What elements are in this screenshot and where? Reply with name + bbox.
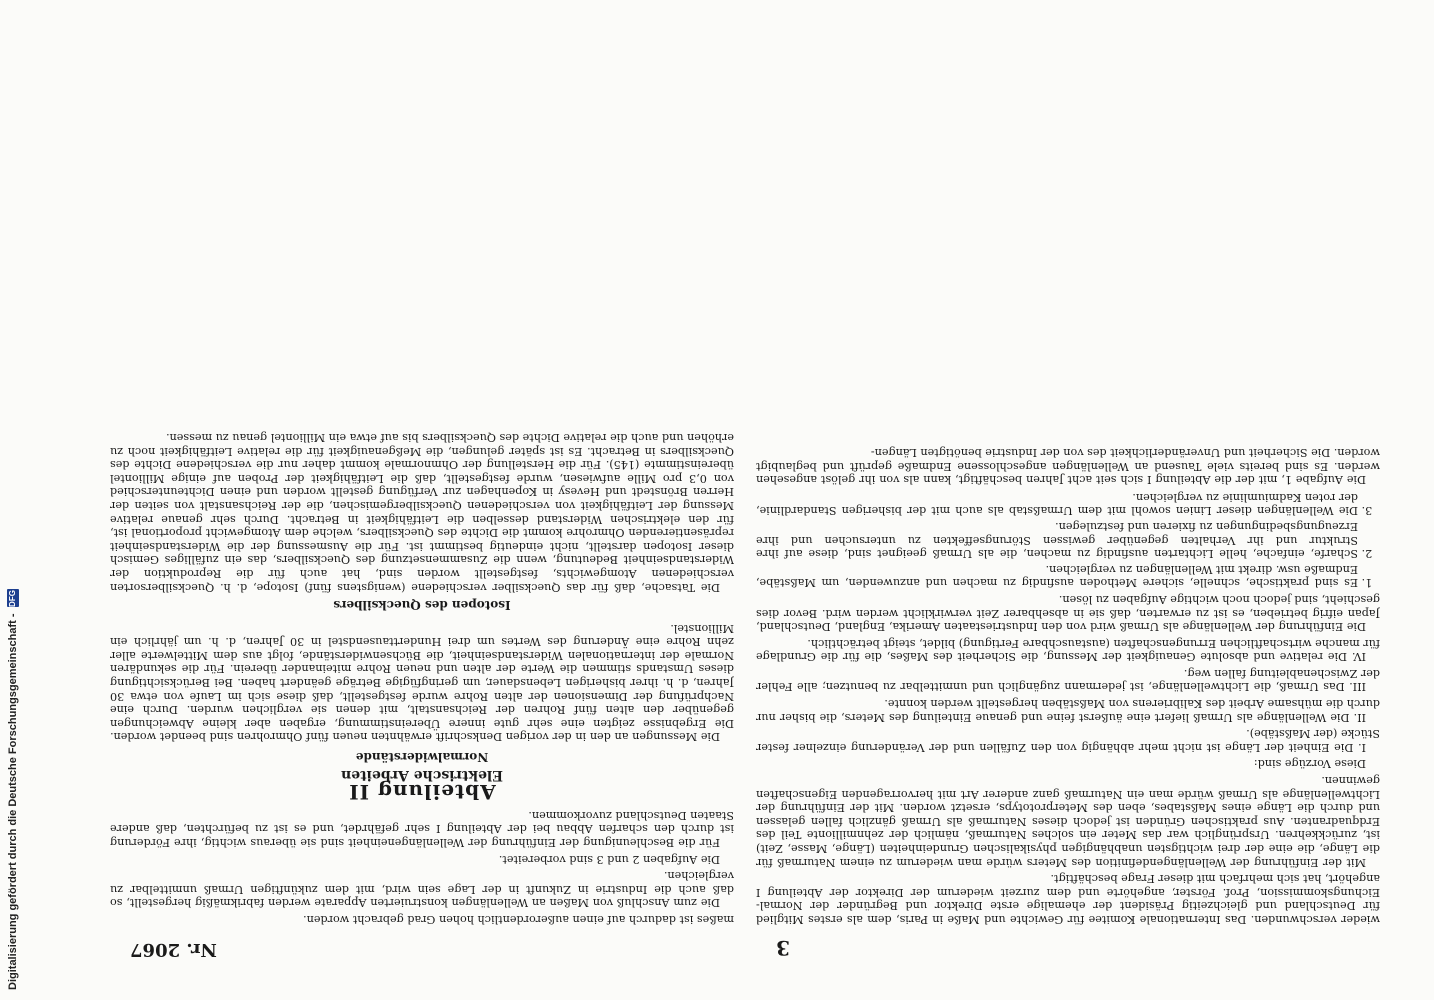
paragraph: I. Die Einheit der Länge ist nicht mehr abhängig von den Zufällen und der Veränderung einzelner fester Stücke (der Maßstäbe). [756,727,1380,754]
paragraph: II. Die Wellenlänge als Urmaß liefert eine äußerst feine und genaue Einteilung des Meters, die bisher nur durch die mühsame Arbeit des Kalibrierens von Maßstäben hergestellt werden konnte. [756,697,1380,724]
paragraph: wieder verschwunden. Das Internationale Komitee für Gewichte und Maße in Paris, dem als erstes Mitglied für Deutschland und gleichzeitig Präsident der ehemalige erste Direktor und Begründer der Normal-Eichungskommission, Prof. Förster, angehörte und dem zurzeit wiederum der Direktor der Abteilung I angehört, hat sich mehrfach mit dieser Frage beschäftigt. [756,872,1380,926]
paragraph: Diese Vorzüge sind: [1253,757,1366,771]
paragraph: Die Einführung der Wellenlänge als Urmaß wird von den Industriestaaten Amerika, England, Deutschland, Japan eifrig betrieben, es ist zu erwarten, daß sie in absehbarer Zeit verwirklicht werden wird. Bevor dies geschieht, sind jedoch noch wichtige Aufgaben zu lösen. [756,592,1380,634]
paragraph: maßes ist dadurch auf einen außerordentlich hohen Grad gebracht worden. [303,913,734,926]
rotated-document-page [110,90,1380,960]
left-column [756,96,1380,926]
list-item: 2. Scharfe, einfache, helle Lichtarten ausfindig zu machen, die als Urmaß geeignet sind, diese auf ihre Struktur und ihr Verhalten gegenüber gewissen Störungseffekten zu untersuchen und ihre Erzeugungsbedingungen zu fixieren und festzulegen. [756,519,1358,560]
paragraph: III. Das Urmaß, die Lichtwellenlänge, ist jedermann zugänglich und unmittelbar zu benutzen; alle Fehler der Zwischenableitung fallen weg. [756,666,1380,694]
issue-number: Nr. 2067 [130,939,217,960]
dfg-logo-icon: DFG [8,590,17,607]
list-item: 1. Es sind praktische, schnelle, sichere Methoden ausfindig zu machen und anzuwenden, um Maßstäbe, Endmaße usw. direkt mit Wellenlängen zu vergleichen. [756,562,1358,589]
page-number: 3 [776,936,790,960]
list-item: 3. Die Wellenlängen dieser Linien sowohl mit dem Urmaßstab als auch mit der bisherigen Standardlinie, der roten Kadmiumlinie zu vergleichen. [756,490,1358,517]
paragraph: Die Tatsache, daß für das Quecksilber verschiedene (wenigstens fünf) Isotope, d. h. Quecksilbersorten verschiedenen Atomgewichts, festgestellt worden sind, hat auch für die Reproduktion der Widerstandseinheit Bedeutung, wenn die Zusammensetzung des Quecksilbers, das ein zufälliges Gemisch dieser Isotopen darstellt, nicht eindeutig bestimmt ist. Für die Ausmessung der die Widerstandseinheit repräsentierenden Ohmrohre kommt die Dichte des Quecksilbers, welche dem Atomgewicht proportional ist, für den elektrischen Widerstand desselben die Leitfähigkeit in Betracht. Durch sehr genaue relative Messung der Leitfähigkeit von verschiedenen Quecksilbergemischen, die der Reichsanstalt von seiten der Herren Brönstedt und Hevesy in Kopenhagen zur Verfügung gestellt worden und einen Dichteunterschied von 0,3 pro Mille aufwiesen, wurde festgestellt, daß die Leitfähigkeit der Proben auf einige Milliontel übereinstimmte (145). Für die Herstellung der Ohmnormale kommt daher nur die verschiedene Dichte des Quecksilbers in Betracht. Es ist später gelungen, die Meßgenauigkeit für die relative Leitfähigkeit noch zu erhöhen und auch die relative Dichte des Quecksilbers bis auf etwa ein Milliontel genau zu messen. [110,431,734,594]
page-header [110,930,1380,960]
digitization-credit [6,10,20,990]
credit-text: Digitalisierung gefördert durch die Deutsche Forschungsgemeinschaft - [7,613,19,990]
task-list [756,490,1380,589]
paragraph: Mit der Einführung der Wellenlängendefinition des Meters würde man wiederum zu einem Naturmaß für die Länge, die eine der drei wichtigsten unabhängigen physikalischen Grundeinheiten (Länge, Masse, Zeit) ist, zurückkehren. Ursprünglich war das Meter ein solches Naturmaß, nämlich der zehnmillionte Teil des Erdquadranten. Aus praktischen Gründen ist jedoch dieses Naturmaß als Urmaß gänzlich fallen gelassen und durch die Länge eines Maßstabes, eben des Meterprototyps, ersetzt worden. Mit der Einführung der Lichtwellenlänge als Urmaß würde man ein Naturmaß ganz anderer Art mit hervorragenden Eigenschaften gewinnen. [756,774,1380,869]
text-columns [110,96,1380,926]
paragraph: Die Messungen an den in der vorigen Denkschrift erwähnten neuen fünf Ohmrohren sind beendet worden. Die Ergebnisse zeigten eine sehr gute innere Übereinstimmung, ergaben aber kleine Abweichungen gegenüber den alten fünf Rohren der Reichsanstalt, mit denen sie verglichen wurden. Durch eine Nachprüfung der Dimensionen der alten Rohre wurde festgestellt, daß diese sich im Laufe von etwa 30 Jahren, d. h. ihrer bisherigen Lebensdauer, um geringfügige Beträge geändert haben. Bei Berücksichtigung dieses Umstands stimmen die Werte der alten und neuen Rohre miteinander überein. Für die sekundären Normale der internationalen Widerstandseinheit, die Büchsenwiderstände, folgt aus dem Mittelwerte aller zehn Rohre eine Änderung des Wertes um drei Hunderttausendstel in 30 Jahren, d. h. um jährlich ein Millionstel. [110,621,734,744]
paragraph: Die Aufgabe 1, mit der die Abteilung I sich seit acht Jahren beschäftigt, kann als von ihr gelöst angesehen werden. Es sind bereits viele Tausend an Wellenlängen angeschlossene Endmaße geprüft und beglaubigt worden. Die Sicherheit und Unveränderlichkeit des von der Industrie benötigten Längen- [756,446,1380,487]
right-column [110,96,734,926]
subsection-title: Normalwiderstände [355,750,489,765]
paragraph: Für die Beschleunigung der Einführung der Wellenlängeneinheit sind sie überaus wichtig, ihre Förderung ist durch den scharfen Abbau bei der Abteilung I sehr gefährdet, und es ist zu befürchten, daß andere Staaten Deutschland zuvorkommen. [110,808,734,850]
paragraph: Die Aufgaben 2 und 3 sind vorbereitet. [498,852,720,866]
section-title: Abteilung II [348,780,496,805]
paragraph: Die zum Anschluß von Maßen an Wellenlängen konstruierten Apparate werden fabrikmäßig hergestellt, so daß auch die Industrie in Zukunft in der Lage sein wird, mit dem zukünftigen Urmaß unmittelbar zu vergleichen. [110,869,734,910]
paragraph: IV. Die relative und absolute Genauigkeit der Messung, die Sicherheit des Maßes, die für die Grundlage für manche wirtschaftlichen Errungenschaften (austauschbare Fertigung) bildet, steigt beträchtlich. [756,636,1380,664]
subsection-title-isotopes: Isotopen des Quecksilbers [333,598,511,613]
section-subtitle: Elektrische Arbeiten [341,766,503,783]
